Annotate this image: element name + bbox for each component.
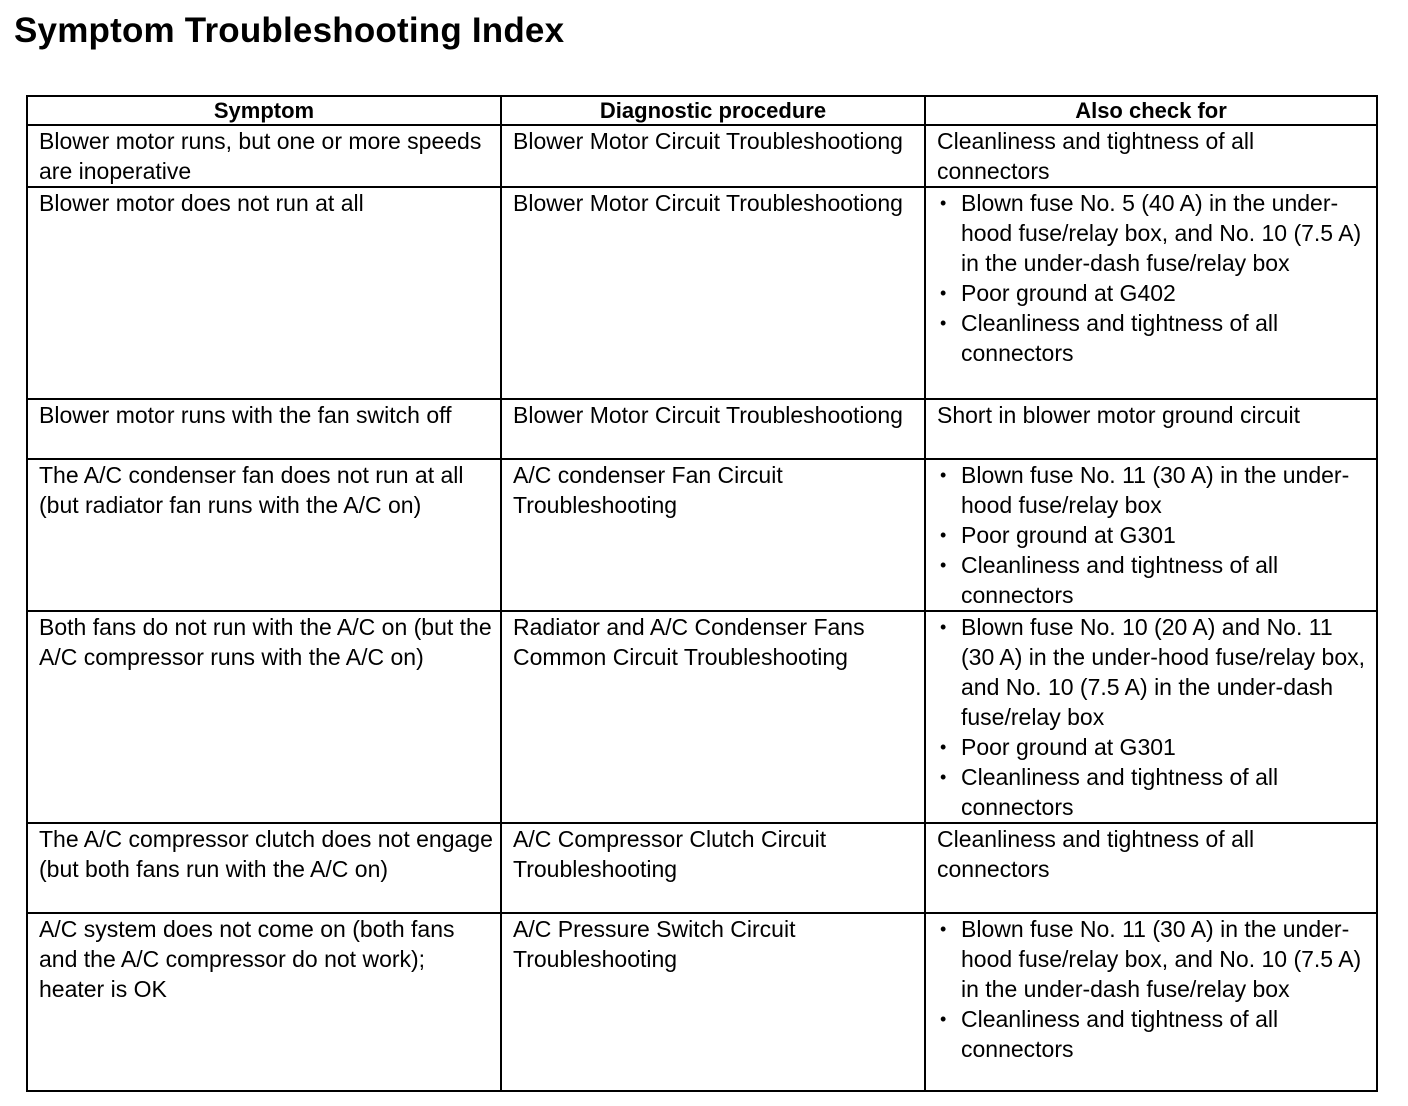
list-item — [937, 188, 1370, 278]
diagnostic-procedure-cell: A/C Pressure Switch Circuit Troubleshooting — [501, 913, 925, 1091]
bullet-icon: • — [940, 919, 947, 939]
list-item-text: Blown fuse No. 10 (20 A) and No. 11 (30 A) in the under-hood fuse/relay box, and No. 10 (7.5 A) in the under-dash fuse/relay box — [961, 614, 1366, 730]
list-item-text: Poor ground at G301 — [961, 522, 1176, 548]
list-item-text: Cleanliness and tightness of all connectors — [961, 552, 1279, 608]
list-item — [937, 1004, 1370, 1064]
symptom-cell: Both fans do not run with the A/C on (but the A/C compressor runs with the A/C on) — [27, 611, 501, 823]
bullet-icon: • — [940, 313, 947, 333]
bullet-icon: • — [940, 465, 947, 485]
list-item-text: Blown fuse No. 11 (30 A) in the under-hood fuse/relay box — [961, 462, 1350, 518]
symptom-cell: The A/C condenser fan does not run at all (but radiator fan runs with the A/C on) — [27, 459, 501, 611]
list-item — [937, 550, 1370, 610]
bullet-icon: • — [940, 525, 947, 545]
list-item-text: Cleanliness and tightness of all connectors — [961, 1006, 1279, 1062]
also-check-cell — [925, 913, 1377, 1091]
table-body — [27, 125, 1377, 1091]
also-check-cell — [925, 125, 1377, 187]
table-row — [27, 399, 1377, 459]
list-item — [937, 520, 1370, 550]
symptom-index-table — [26, 95, 1378, 1092]
bullet-icon: • — [940, 1009, 947, 1029]
diagnostic-procedure-cell: A/C condenser Fan Circuit Troubleshooting — [501, 459, 925, 611]
list-item-text: Cleanliness and tightness of all connectors — [961, 764, 1279, 820]
symptom-cell: Blower motor runs, but one or more speeds are inoperative — [27, 125, 501, 187]
list-item — [937, 612, 1370, 732]
bullet-icon: • — [940, 555, 947, 575]
list-item-text: Poor ground at G402 — [961, 280, 1176, 306]
also-check-text: Cleanliness and tightness of all connectors — [937, 826, 1255, 882]
bullet-icon: • — [940, 283, 947, 303]
diagnostic-procedure-cell: A/C Compressor Clutch Circuit Troubleshooting — [501, 823, 925, 913]
list-item — [937, 762, 1370, 822]
table-row — [27, 611, 1377, 823]
bullet-icon: • — [940, 767, 947, 787]
also-check-list — [937, 460, 1370, 610]
also-check-list — [937, 612, 1370, 822]
diagnostic-procedure-cell: Blower Motor Circuit Troubleshootiong — [501, 187, 925, 399]
bullet-icon: • — [940, 737, 947, 757]
header-diagnostic-procedure: Diagnostic procedure — [501, 96, 925, 125]
list-item-text: Blown fuse No. 11 (30 A) in the under-hood fuse/relay box, and No. 10 (7.5 A) in the under-dash fuse/relay box — [961, 916, 1362, 1002]
also-check-cell — [925, 187, 1377, 399]
also-check-list — [937, 914, 1370, 1064]
table-header-row — [27, 96, 1377, 125]
symptom-cell: Blower motor does not run at all — [27, 187, 501, 399]
list-item — [937, 278, 1370, 308]
list-item-text: Cleanliness and tightness of all connectors — [961, 310, 1279, 366]
also-check-cell — [925, 399, 1377, 459]
diagnostic-procedure-cell: Blower Motor Circuit Troubleshootiong — [501, 399, 925, 459]
list-item — [937, 914, 1370, 1004]
also-check-text: Cleanliness and tightness of all connectors — [937, 128, 1255, 184]
list-item-text: Poor ground at G301 — [961, 734, 1176, 760]
page-title: Symptom Troubleshooting Index — [14, 11, 565, 50]
list-item — [937, 732, 1370, 762]
list-item — [937, 308, 1370, 368]
symptom-cell: A/C system does not come on (both fans and the A/C compressor do not work); heater is OK — [27, 913, 501, 1091]
header-also-check-for: Also check for — [925, 96, 1377, 125]
also-check-cell — [925, 823, 1377, 913]
also-check-cell — [925, 611, 1377, 823]
diagnostic-procedure-cell: Radiator and A/C Condenser Fans Common Circuit Troubleshooting — [501, 611, 925, 823]
header-symptom: Symptom — [27, 96, 501, 125]
list-item-text: Blown fuse No. 5 (40 A) in the under-hood fuse/relay box, and No. 10 (7.5 A) in the under-dash fuse/relay box — [961, 190, 1362, 276]
diagnostic-procedure-cell: Blower Motor Circuit Troubleshootiong — [501, 125, 925, 187]
table-row — [27, 187, 1377, 399]
symptom-cell: The A/C compressor clutch does not engage (but both fans run with the A/C on) — [27, 823, 501, 913]
table-row — [27, 913, 1377, 1091]
bullet-icon: • — [940, 617, 947, 637]
table-row — [27, 823, 1377, 913]
also-check-list — [937, 188, 1370, 368]
table-row — [27, 459, 1377, 611]
list-item — [937, 460, 1370, 520]
symptom-cell: Blower motor runs with the fan switch off — [27, 399, 501, 459]
table-row — [27, 125, 1377, 187]
also-check-text: Short in blower motor ground circuit — [937, 402, 1301, 428]
also-check-cell — [925, 459, 1377, 611]
bullet-icon: • — [940, 193, 947, 213]
